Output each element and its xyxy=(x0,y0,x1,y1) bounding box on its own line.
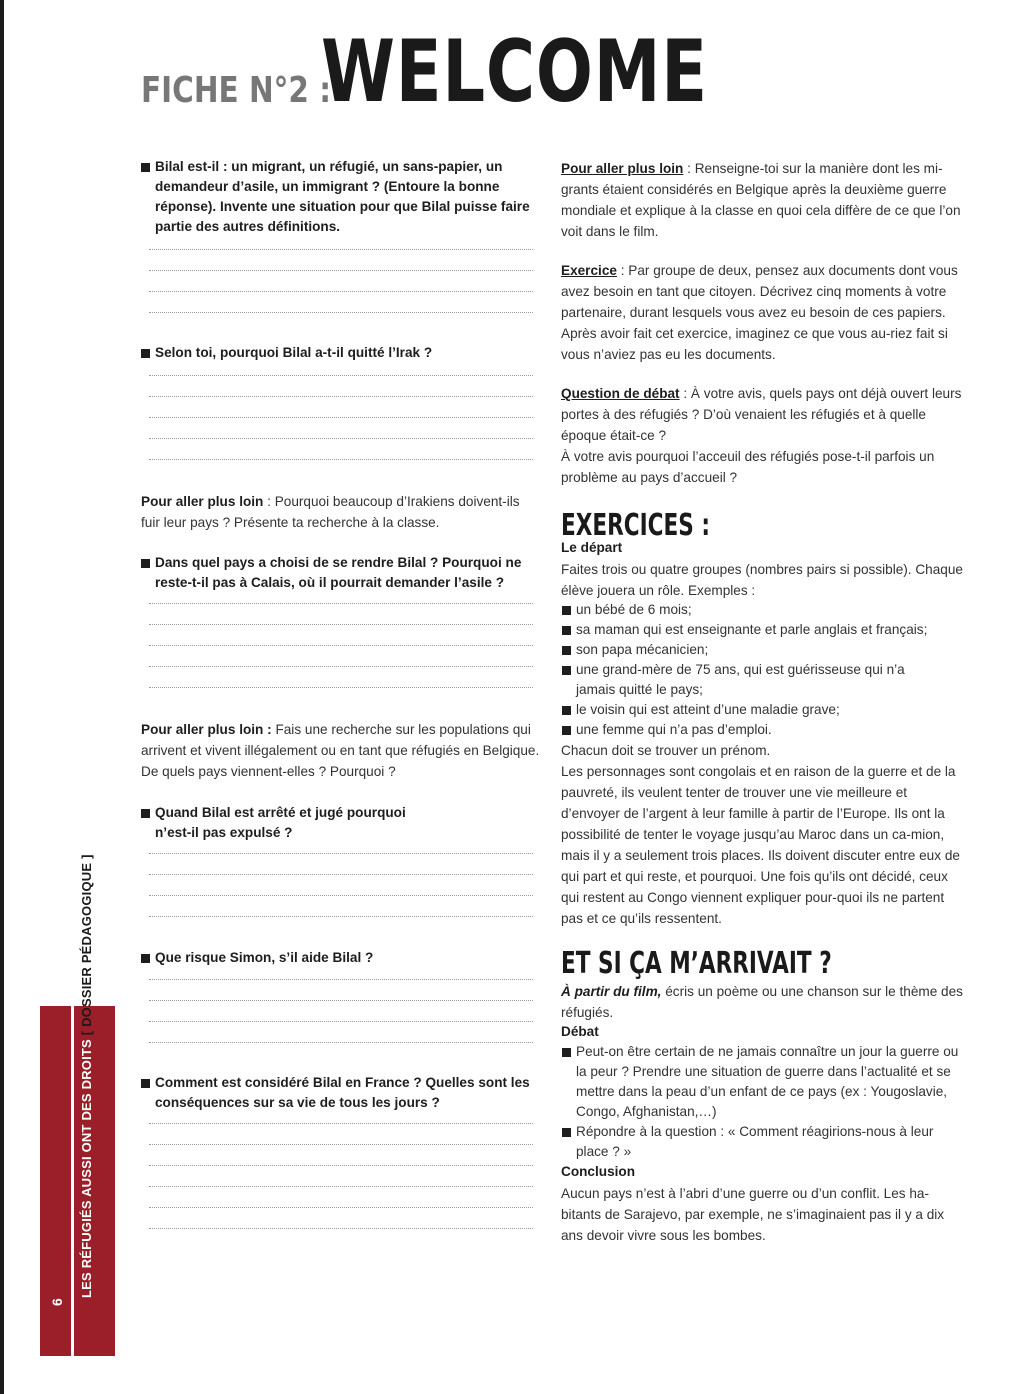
exercise-block xyxy=(561,260,966,365)
question-text: Que risque Simon, s’il aide Bilal ? xyxy=(155,950,374,965)
bullet-square-icon xyxy=(562,666,571,675)
series-title-sub: [ DOSSIER PÉDAGOGIQUE ] xyxy=(79,854,94,1036)
answer-line[interactable] xyxy=(149,1000,533,1001)
answer-line[interactable] xyxy=(149,438,533,439)
question-text: Quand Bilal est arrêté et jugé pourquoi n’est-il pas expulsé ? xyxy=(155,805,406,840)
list-item-text: Peut-on être certain de ne jamais connaître un jour la guerre ou la peur ? Prendre une situation de guerre dans l’actualité et se mettre dans la peau d’un enfant de ce pays (ex : Yougoslavie, Congo, Afghanistan,…) xyxy=(576,1044,959,1119)
debate-question-text-2: À votre avis pourquoi l’acceuil des réfugiés pose-t-il parfois un problème au pays d’accueil ? xyxy=(561,449,935,485)
debat-list xyxy=(561,1042,966,1162)
answer-line[interactable] xyxy=(149,1123,533,1124)
exercise-text: : Par groupe de deux, pensez aux documents dont vous avez besoin en tant que citoyen. Décrivez cinq moments à votre partenaire, durant lesquels vous avez eu besoin de ces papiers. Après avoir fait cet exercice, imaginez ce que vous au-riez fait si vous n’aviez pas eu les documents. xyxy=(561,263,958,362)
answer-line[interactable] xyxy=(149,1042,533,1043)
bullet-square-icon xyxy=(562,646,571,655)
conclusion-heading: Conclusion xyxy=(561,1164,636,1179)
exercise-label: Exercice xyxy=(561,263,617,278)
list-item-text: sa maman qui est enseignante et parle anglais et français; xyxy=(576,622,928,637)
debate-question-block xyxy=(561,383,966,488)
answer-line[interactable] xyxy=(149,375,533,376)
title-welcome: WELCOME xyxy=(321,22,708,122)
bullet-square-icon xyxy=(141,559,150,568)
answer-line[interactable] xyxy=(149,291,533,292)
answer-line[interactable] xyxy=(149,312,533,313)
answer-line[interactable] xyxy=(149,1228,533,1229)
answer-line[interactable] xyxy=(149,874,533,875)
answer-line[interactable] xyxy=(149,645,533,646)
answer-line[interactable] xyxy=(149,1186,533,1187)
question-text: Comment est considéré Bilal en France ? Quelles sont les conséquences sur sa vie de tous les jours ? xyxy=(155,1075,530,1110)
arrivait-text: écris un poème ou une chanson sur le thème des réfugiés. xyxy=(561,984,963,1020)
list-item-text: le voisin qui est atteint d’une maladie grave; xyxy=(576,702,840,717)
further-research-2 xyxy=(141,719,541,782)
list-item xyxy=(561,640,966,660)
question-2 xyxy=(141,343,541,363)
answer-line[interactable] xyxy=(149,1144,533,1145)
question-text: Dans quel pays a choisi de se rendre Bilal ? Pourquoi ne reste-t-il pas à Calais, où il pourrait demander l’asile ? xyxy=(155,555,522,590)
depart-intro: Faites trois ou quatre groupes (nombres pairs si possible). Chaque élève jouera un rôle. Exemples : xyxy=(561,562,963,598)
debat-heading: Débat xyxy=(561,1024,599,1039)
debate-question-label: Question de débat xyxy=(561,386,680,401)
exercices-heading: EXERCICES : xyxy=(561,508,711,543)
answer-line[interactable] xyxy=(149,624,533,625)
further-label: Pour aller plus loin : xyxy=(141,722,272,737)
bullet-square-icon xyxy=(562,606,571,615)
answer-line[interactable] xyxy=(149,1207,533,1208)
answer-line[interactable] xyxy=(149,1021,533,1022)
list-item-text: Répondre à la question : « Comment réagirions-nous à leur place ? » xyxy=(576,1124,934,1159)
question-1 xyxy=(141,157,541,237)
further-text: : Renseigne-toi sur la manière dont les mi-grants étaient considérés en Belgique après la deuxième guerre mondiale et explique à la classe en quoi cela diffère de ce que l’on voit dans le film. xyxy=(561,161,961,239)
bullet-square-icon xyxy=(141,349,150,358)
depart-after: Chacun doit se trouver un prénom. xyxy=(561,743,771,758)
further-research-right xyxy=(561,158,966,242)
answer-line[interactable] xyxy=(149,459,533,460)
bullet-square-icon xyxy=(141,954,150,963)
question-4 xyxy=(141,803,541,843)
bullet-square-icon xyxy=(562,706,571,715)
roles-list xyxy=(561,600,966,740)
answer-line[interactable] xyxy=(149,895,533,896)
sidebar-divider xyxy=(71,1006,74,1356)
further-label: Pour aller plus loin xyxy=(561,161,684,176)
arrivait-heading: ET SI ÇA M’ARRIVAIT ? xyxy=(561,946,832,981)
question-text: Selon toi, pourquoi Bilal a-t-il quitté l’Irak ? xyxy=(155,345,433,360)
answer-line[interactable] xyxy=(149,666,533,667)
list-item xyxy=(561,720,966,740)
further-research-1 xyxy=(141,491,541,533)
further-label: Pour aller plus loin xyxy=(141,494,264,509)
arrivait-label: À partir du film, xyxy=(561,984,662,999)
bullet-square-icon xyxy=(562,1128,571,1137)
page-number: 6 xyxy=(49,1298,65,1306)
list-item-text: un bébé de 6 mois; xyxy=(576,602,692,617)
depart-story: Les personnages sont congolais et en raison de la guerre et de la pauvreté, ils veulent tenter de trouver une vie meilleure et d’envoyer de l’argent à leur famille à partir de l’Europe. Ils ont la possibilité de tenter le voyage jusqu’au Maroc dans un ca-mion, mais il y a seulement trois places. Ils doivent discuter entre eux de qui part et qui reste, et pourquoi. Une fois qu’ils ont décidé, ceux qui restent au Congo viennent expliquer pour-quoi ils ne partent pas et ce qu’ils ressentent. xyxy=(561,764,960,926)
list-item-text: une grand-mère de 75 ans, qui est guérisseuse qui n’a jamais quitté le pays; xyxy=(576,662,905,697)
list-item xyxy=(561,600,966,620)
answer-line[interactable] xyxy=(149,853,533,854)
answer-line[interactable] xyxy=(149,396,533,397)
list-item xyxy=(561,620,966,640)
answer-line[interactable] xyxy=(149,687,533,688)
list-item-text: son papa mécanicien; xyxy=(576,642,709,657)
further-text: Fais une recherche sur les populations qui arrivent et vivent illégalement ou en tant que réfugiés en Belgique. De quels pays viennent-elles ? Pourquoi ? xyxy=(141,722,540,779)
bullet-square-icon xyxy=(562,726,571,735)
question-6 xyxy=(141,1073,541,1113)
list-item xyxy=(561,660,966,700)
bullet-square-icon xyxy=(141,1079,150,1088)
list-item-text: une femme qui n’a pas d’emploi. xyxy=(576,722,772,737)
answer-line[interactable] xyxy=(149,249,533,250)
arrivait-intro xyxy=(561,981,966,1023)
question-text: Bilal est-il : un migrant, un réfugié, un sans-papier, un demandeur d’asile, un immigrant ? (Entoure la bonne réponse). Invente une situation pour que Bilal puisse faire partie des autres définitions. xyxy=(155,159,530,234)
answer-line[interactable] xyxy=(149,1165,533,1166)
bullet-square-icon xyxy=(141,163,150,172)
question-3 xyxy=(141,553,541,593)
answer-line[interactable] xyxy=(149,603,533,604)
bullet-square-icon xyxy=(141,809,150,818)
fiche-number: FICHE N°2 : xyxy=(141,70,332,111)
list-item xyxy=(561,700,966,720)
answer-line[interactable] xyxy=(149,270,533,271)
debate-question-text: : À votre avis, quels pays ont déjà ouvert leurs portes à des réfugiés ? D’où venaient les réfugiés et à quelle époque était-ce ? xyxy=(561,386,962,443)
further-text: : Pourquoi beaucoup d’Irakiens doivent-ils fuir leur pays ? Présente ta recherche à la classe. xyxy=(141,494,520,530)
depart-heading: Le départ xyxy=(561,540,623,555)
answer-line[interactable] xyxy=(149,417,533,418)
list-item xyxy=(561,1042,966,1122)
bullet-square-icon xyxy=(562,1048,571,1057)
answer-line[interactable] xyxy=(149,979,533,980)
page-edge xyxy=(0,0,4,1394)
series-title-main: LES RÉFUGIÉS AUSSI ONT DES DROITS xyxy=(79,1039,94,1298)
bullet-square-icon xyxy=(562,626,571,635)
list-item xyxy=(561,1122,966,1162)
series-title xyxy=(79,854,94,1298)
conclusion-text: Aucun pays n’est à l’abri d’une guerre ou d’un conflit. Les ha-bitants de Sarajevo, par exemple, ne s’imaginaient pas il y a dix ans devoir vivre sous les bombes. xyxy=(561,1186,945,1243)
question-5 xyxy=(141,948,541,968)
answer-line[interactable] xyxy=(149,916,533,917)
